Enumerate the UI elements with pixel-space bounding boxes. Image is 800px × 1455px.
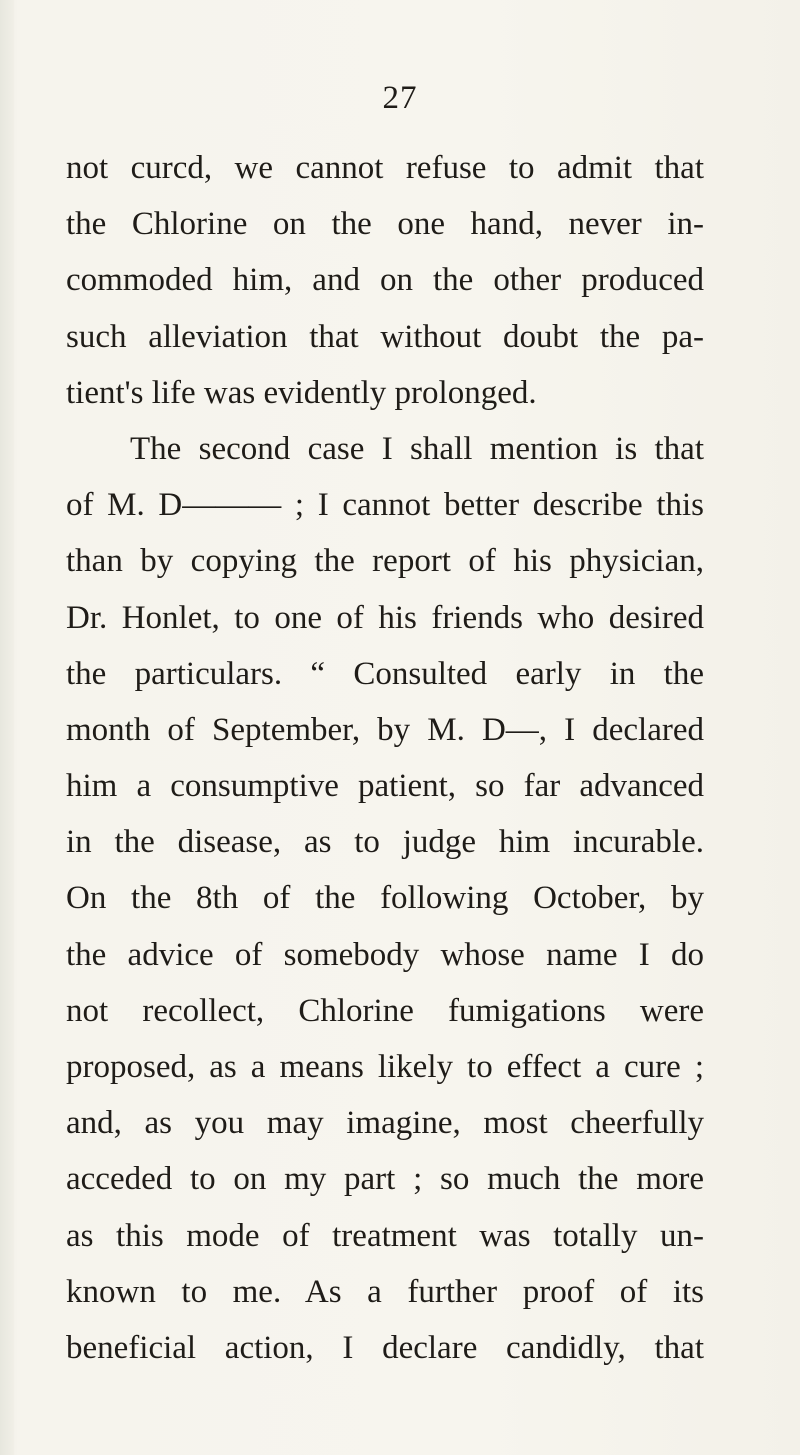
paragraph-start-line: The second case I shall mention is that [130, 430, 704, 467]
text-line: tient's life was evidently prolonged. [66, 374, 537, 411]
text-line: and, as you may imagine, most cheerfully [66, 1105, 704, 1142]
text-line: the particulars. “ Consulted early in the [66, 655, 704, 692]
text-line: the advice of somebody whose name I do [66, 936, 704, 973]
text-line: On the 8th of the following October, by [66, 880, 704, 917]
text-line: of M. D——— ; I cannot better describe this [66, 487, 704, 524]
body-text [66, 140, 704, 1376]
page-number: 27 [382, 80, 418, 116]
text-line: him a consumptive patient, so far advanced [66, 768, 704, 805]
text-line: Dr. Honlet, to one of his friends who desired [66, 599, 704, 636]
text-line: than by copying the report of his physician, [66, 543, 704, 580]
page-edge [0, 0, 14, 1455]
text-line: such alleviation that without doubt the pa- [66, 318, 704, 355]
text-line: known to me. As a further proof of its [66, 1273, 704, 1310]
text-line: beneficial action, I declare candidly, that [66, 1329, 704, 1366]
text-line: acceded to on my part ; so much the more [66, 1161, 704, 1198]
text-line: in the disease, as to judge him incurable. [66, 824, 704, 861]
text-line: not curcd, we cannot refuse to admit that [66, 150, 704, 186]
text-line: commoded him, and on the other produced [66, 262, 704, 299]
text-line: month of September, by M. D—, I declared [66, 711, 704, 748]
text-line: the Chlorine on the one hand, never in- [66, 206, 704, 243]
text-line: not recollect, Chlorine fumigations were [66, 992, 704, 1029]
text-line: proposed, as a means likely to effect a cure ; [66, 1049, 704, 1085]
text-line: as this mode of treatment was totally un- [66, 1217, 704, 1254]
